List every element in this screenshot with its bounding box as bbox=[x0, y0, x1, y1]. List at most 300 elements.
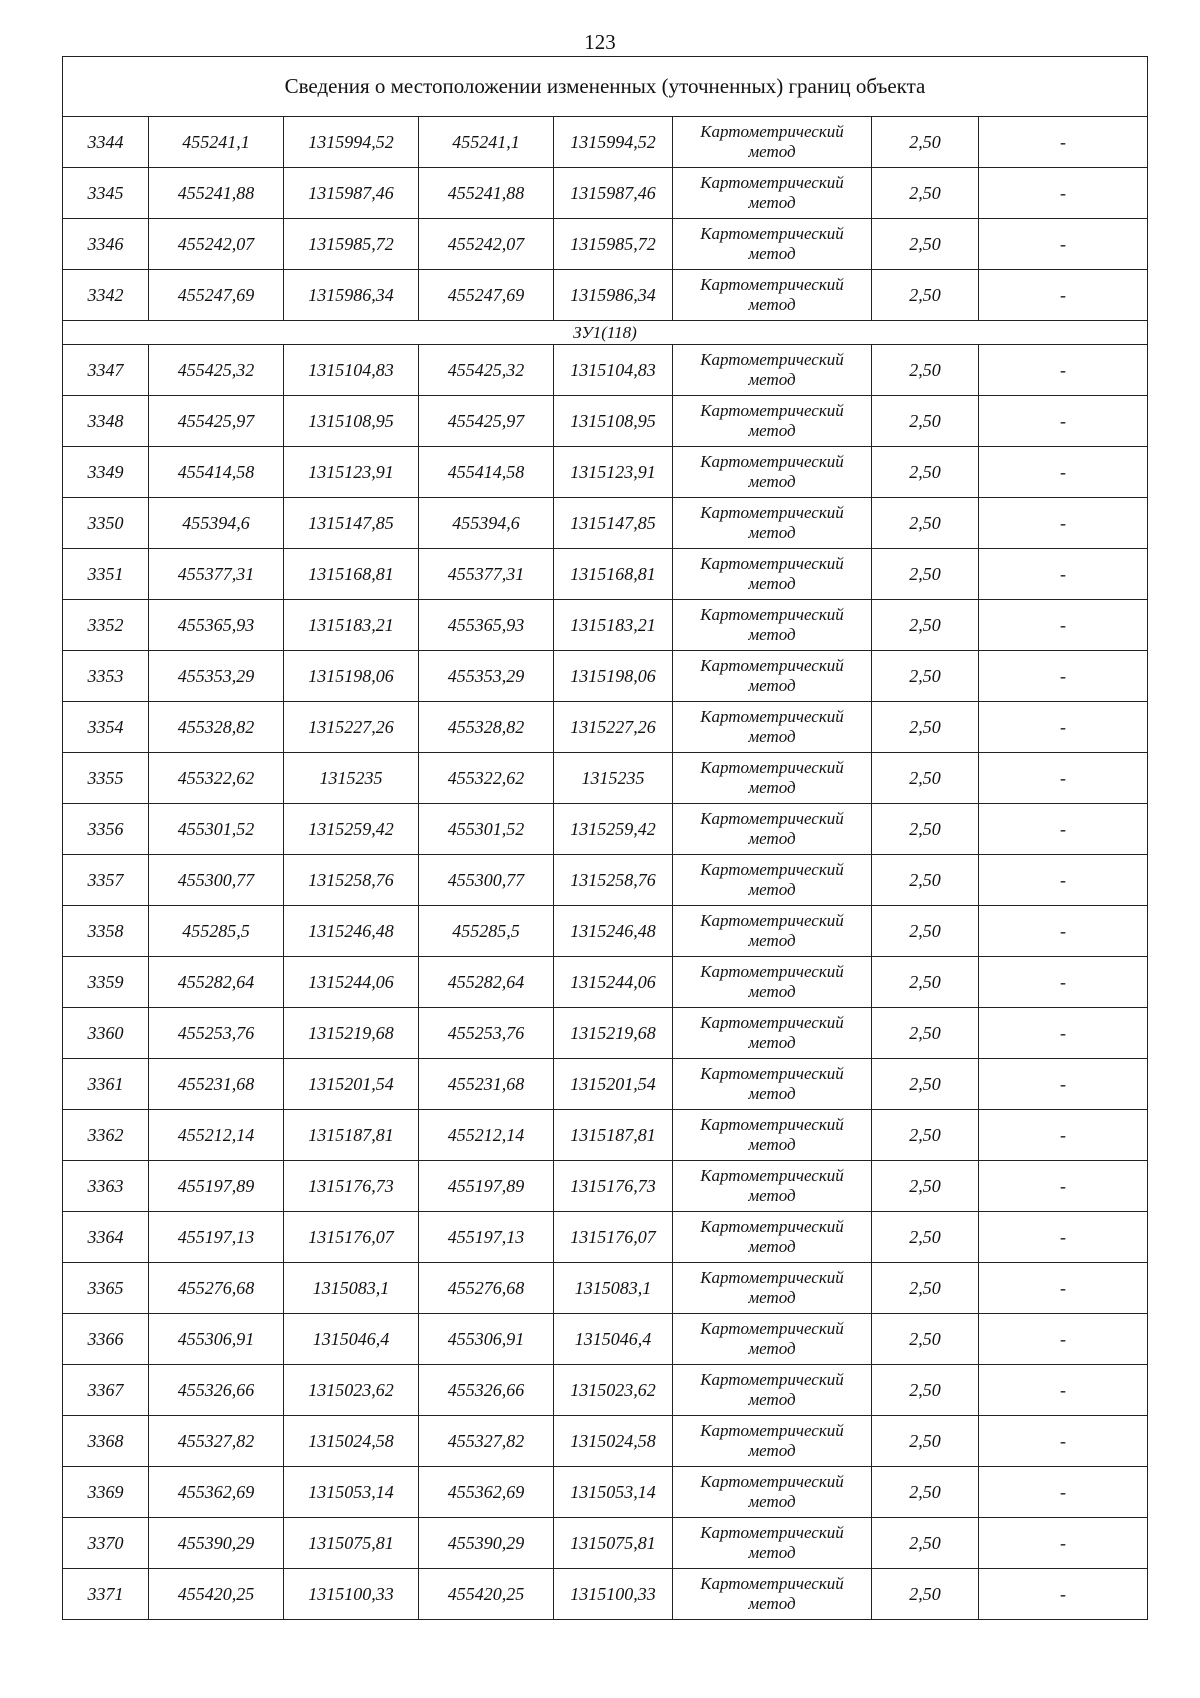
point-number-cell: 3362 bbox=[63, 1110, 149, 1161]
method-cell bbox=[673, 1569, 872, 1620]
table-row bbox=[63, 1365, 1148, 1416]
note-cell: - bbox=[979, 855, 1148, 906]
x-existing-cell: 455420,25 bbox=[149, 1569, 284, 1620]
method-cell bbox=[673, 753, 872, 804]
x-existing-cell: 455322,62 bbox=[149, 753, 284, 804]
method-cell bbox=[673, 219, 872, 270]
method-line-2: метод bbox=[748, 574, 796, 593]
table-row bbox=[63, 957, 1148, 1008]
method-line-2: метод bbox=[748, 931, 796, 950]
note-cell: - bbox=[979, 345, 1148, 396]
method-cell bbox=[673, 651, 872, 702]
y-existing-cell: 1315168,81 bbox=[284, 549, 419, 600]
method-line-2: метод bbox=[748, 880, 796, 899]
method-line-2: метод bbox=[748, 1441, 796, 1460]
note-cell: - bbox=[979, 753, 1148, 804]
method-cell bbox=[673, 168, 872, 219]
method-cell bbox=[673, 906, 872, 957]
method-line-1: Картометрический bbox=[700, 1370, 844, 1389]
point-number-cell: 3357 bbox=[63, 855, 149, 906]
table-row bbox=[63, 1059, 1148, 1110]
method-line-2: метод bbox=[748, 1237, 796, 1256]
method-cell bbox=[673, 1314, 872, 1365]
note-cell: - bbox=[979, 651, 1148, 702]
table-row bbox=[63, 117, 1148, 168]
method-line-1: Картометрический bbox=[700, 809, 844, 828]
y-refined-cell: 1315244,06 bbox=[554, 957, 673, 1008]
method-cell bbox=[673, 270, 872, 321]
y-existing-cell: 1315075,81 bbox=[284, 1518, 419, 1569]
x-refined-cell: 455425,32 bbox=[419, 345, 554, 396]
x-refined-cell: 455353,29 bbox=[419, 651, 554, 702]
method-line-2: метод bbox=[748, 982, 796, 1001]
table-row bbox=[63, 1110, 1148, 1161]
x-existing-cell: 455241,1 bbox=[149, 117, 284, 168]
y-existing-cell: 1315176,73 bbox=[284, 1161, 419, 1212]
method-line-1: Картометрический bbox=[700, 1472, 844, 1491]
table-row bbox=[63, 1212, 1148, 1263]
table-row bbox=[63, 1161, 1148, 1212]
y-refined-cell: 1315994,52 bbox=[554, 117, 673, 168]
y-refined-cell: 1315198,06 bbox=[554, 651, 673, 702]
y-existing-cell: 1315053,14 bbox=[284, 1467, 419, 1518]
y-existing-cell: 1315246,48 bbox=[284, 906, 419, 957]
point-number-cell: 3367 bbox=[63, 1365, 149, 1416]
method-line-2: метод bbox=[748, 421, 796, 440]
y-existing-cell: 1315235 bbox=[284, 753, 419, 804]
y-existing-cell: 1315123,91 bbox=[284, 447, 419, 498]
point-number-cell: 3350 bbox=[63, 498, 149, 549]
y-refined-cell: 1315227,26 bbox=[554, 702, 673, 753]
x-refined-cell: 455306,91 bbox=[419, 1314, 554, 1365]
method-line-1: Картометрический bbox=[700, 275, 844, 294]
method-line-2: метод bbox=[748, 1186, 796, 1205]
precision-cell: 2,50 bbox=[872, 1416, 979, 1467]
point-number-cell: 3354 bbox=[63, 702, 149, 753]
x-existing-cell: 455326,66 bbox=[149, 1365, 284, 1416]
method-line-1: Картометрический bbox=[700, 758, 844, 777]
y-refined-cell: 1315147,85 bbox=[554, 498, 673, 549]
method-line-1: Картометрический bbox=[700, 224, 844, 243]
y-existing-cell: 1315259,42 bbox=[284, 804, 419, 855]
x-existing-cell: 455231,68 bbox=[149, 1059, 284, 1110]
y-refined-cell: 1315219,68 bbox=[554, 1008, 673, 1059]
method-line-1: Картометрический bbox=[700, 1574, 844, 1593]
precision-cell: 2,50 bbox=[872, 1008, 979, 1059]
x-refined-cell: 455301,52 bbox=[419, 804, 554, 855]
y-existing-cell: 1315244,06 bbox=[284, 957, 419, 1008]
precision-cell: 2,50 bbox=[872, 345, 979, 396]
point-number-cell: 3345 bbox=[63, 168, 149, 219]
y-existing-cell: 1315100,33 bbox=[284, 1569, 419, 1620]
precision-cell: 2,50 bbox=[872, 1212, 979, 1263]
section-row bbox=[63, 321, 1148, 345]
point-number-cell: 3344 bbox=[63, 117, 149, 168]
x-existing-cell: 455425,97 bbox=[149, 396, 284, 447]
x-existing-cell: 455365,93 bbox=[149, 600, 284, 651]
point-number-cell: 3347 bbox=[63, 345, 149, 396]
method-cell bbox=[673, 702, 872, 753]
method-cell bbox=[673, 1008, 872, 1059]
precision-cell: 2,50 bbox=[872, 1518, 979, 1569]
point-number-cell: 3352 bbox=[63, 600, 149, 651]
y-existing-cell: 1315024,58 bbox=[284, 1416, 419, 1467]
x-refined-cell: 455231,68 bbox=[419, 1059, 554, 1110]
method-line-2: метод bbox=[748, 472, 796, 491]
note-cell: - bbox=[979, 117, 1148, 168]
x-refined-cell: 455394,6 bbox=[419, 498, 554, 549]
y-refined-cell: 1315259,42 bbox=[554, 804, 673, 855]
precision-cell: 2,50 bbox=[872, 855, 979, 906]
table-row bbox=[63, 168, 1148, 219]
point-number-cell: 3368 bbox=[63, 1416, 149, 1467]
y-existing-cell: 1315083,1 bbox=[284, 1263, 419, 1314]
method-line-1: Картометрический bbox=[700, 554, 844, 573]
note-cell: - bbox=[979, 549, 1148, 600]
y-refined-cell: 1315986,34 bbox=[554, 270, 673, 321]
table-row bbox=[63, 498, 1148, 549]
method-line-2: метод bbox=[748, 1492, 796, 1511]
precision-cell: 2,50 bbox=[872, 1110, 979, 1161]
point-number-cell: 3360 bbox=[63, 1008, 149, 1059]
y-refined-cell: 1315024,58 bbox=[554, 1416, 673, 1467]
point-number-cell: 3371 bbox=[63, 1569, 149, 1620]
method-line-1: Картометрический bbox=[700, 1115, 844, 1134]
y-refined-cell: 1315046,4 bbox=[554, 1314, 673, 1365]
x-refined-cell: 455197,89 bbox=[419, 1161, 554, 1212]
point-number-cell: 3342 bbox=[63, 270, 149, 321]
x-existing-cell: 455377,31 bbox=[149, 549, 284, 600]
method-cell bbox=[673, 855, 872, 906]
table-row bbox=[63, 702, 1148, 753]
point-number-cell: 3351 bbox=[63, 549, 149, 600]
table-title: Сведения о местоположении измененных (уточненных) границ объекта bbox=[63, 57, 1148, 117]
precision-cell: 2,50 bbox=[872, 117, 979, 168]
method-line-1: Картометрический bbox=[700, 122, 844, 141]
point-number-cell: 3348 bbox=[63, 396, 149, 447]
y-refined-cell: 1315100,33 bbox=[554, 1569, 673, 1620]
table-row bbox=[63, 1569, 1148, 1620]
method-cell bbox=[673, 117, 872, 168]
point-number-cell: 3369 bbox=[63, 1467, 149, 1518]
precision-cell: 2,50 bbox=[872, 1263, 979, 1314]
boundary-coordinates-table bbox=[62, 56, 1148, 1620]
y-existing-cell: 1315023,62 bbox=[284, 1365, 419, 1416]
method-line-1: Картометрический bbox=[700, 860, 844, 879]
x-existing-cell: 455300,77 bbox=[149, 855, 284, 906]
x-refined-cell: 455328,82 bbox=[419, 702, 554, 753]
y-refined-cell: 1315985,72 bbox=[554, 219, 673, 270]
point-number-cell: 3353 bbox=[63, 651, 149, 702]
method-line-1: Картометрический bbox=[700, 656, 844, 675]
y-existing-cell: 1315201,54 bbox=[284, 1059, 419, 1110]
y-refined-cell: 1315176,07 bbox=[554, 1212, 673, 1263]
x-existing-cell: 455390,29 bbox=[149, 1518, 284, 1569]
table-row bbox=[63, 753, 1148, 804]
precision-cell: 2,50 bbox=[872, 906, 979, 957]
table-row bbox=[63, 600, 1148, 651]
x-existing-cell: 455282,64 bbox=[149, 957, 284, 1008]
table-row bbox=[63, 651, 1148, 702]
table-row bbox=[63, 855, 1148, 906]
y-refined-cell: 1315176,73 bbox=[554, 1161, 673, 1212]
note-cell: - bbox=[979, 1314, 1148, 1365]
method-cell bbox=[673, 957, 872, 1008]
method-line-2: метод bbox=[748, 727, 796, 746]
precision-cell: 2,50 bbox=[872, 600, 979, 651]
note-cell: - bbox=[979, 600, 1148, 651]
x-refined-cell: 455420,25 bbox=[419, 1569, 554, 1620]
x-refined-cell: 455322,62 bbox=[419, 753, 554, 804]
precision-cell: 2,50 bbox=[872, 270, 979, 321]
method-line-2: метод bbox=[748, 778, 796, 797]
method-line-1: Картометрический bbox=[700, 1268, 844, 1287]
x-refined-cell: 455414,58 bbox=[419, 447, 554, 498]
note-cell: - bbox=[979, 1161, 1148, 1212]
y-refined-cell: 1315104,83 bbox=[554, 345, 673, 396]
precision-cell: 2,50 bbox=[872, 168, 979, 219]
method-line-1: Картометрический bbox=[700, 1217, 844, 1236]
x-refined-cell: 455247,69 bbox=[419, 270, 554, 321]
x-refined-cell: 455276,68 bbox=[419, 1263, 554, 1314]
x-refined-cell: 455300,77 bbox=[419, 855, 554, 906]
y-existing-cell: 1315198,06 bbox=[284, 651, 419, 702]
method-line-1: Картометрический bbox=[700, 173, 844, 192]
table-row bbox=[63, 906, 1148, 957]
table-row bbox=[63, 447, 1148, 498]
method-line-2: метод bbox=[748, 625, 796, 644]
point-number-cell: 3358 bbox=[63, 906, 149, 957]
method-cell bbox=[673, 498, 872, 549]
method-line-1: Картометрический bbox=[700, 1421, 844, 1440]
y-refined-cell: 1315187,81 bbox=[554, 1110, 673, 1161]
x-existing-cell: 455247,69 bbox=[149, 270, 284, 321]
x-existing-cell: 455285,5 bbox=[149, 906, 284, 957]
note-cell: - bbox=[979, 270, 1148, 321]
point-number-cell: 3356 bbox=[63, 804, 149, 855]
method-cell bbox=[673, 1059, 872, 1110]
precision-cell: 2,50 bbox=[872, 396, 979, 447]
precision-cell: 2,50 bbox=[872, 1467, 979, 1518]
x-existing-cell: 455414,58 bbox=[149, 447, 284, 498]
method-cell bbox=[673, 1110, 872, 1161]
method-line-1: Картометрический bbox=[700, 1166, 844, 1185]
method-line-1: Картометрический bbox=[700, 503, 844, 522]
precision-cell: 2,50 bbox=[872, 447, 979, 498]
method-cell bbox=[673, 1467, 872, 1518]
y-existing-cell: 1315176,07 bbox=[284, 1212, 419, 1263]
method-line-1: Картометрический bbox=[700, 452, 844, 471]
method-cell bbox=[673, 1263, 872, 1314]
x-existing-cell: 455327,82 bbox=[149, 1416, 284, 1467]
x-existing-cell: 455425,32 bbox=[149, 345, 284, 396]
x-refined-cell: 455282,64 bbox=[419, 957, 554, 1008]
x-existing-cell: 455328,82 bbox=[149, 702, 284, 753]
y-refined-cell: 1315235 bbox=[554, 753, 673, 804]
precision-cell: 2,50 bbox=[872, 1161, 979, 1212]
method-line-1: Картометрический bbox=[700, 911, 844, 930]
x-existing-cell: 455242,07 bbox=[149, 219, 284, 270]
x-existing-cell: 455241,88 bbox=[149, 168, 284, 219]
y-refined-cell: 1315053,14 bbox=[554, 1467, 673, 1518]
method-line-2: метод bbox=[748, 523, 796, 542]
note-cell: - bbox=[979, 1416, 1148, 1467]
method-line-2: метод bbox=[748, 1594, 796, 1613]
note-cell: - bbox=[979, 1467, 1148, 1518]
method-line-2: метод bbox=[748, 1288, 796, 1307]
x-existing-cell: 455276,68 bbox=[149, 1263, 284, 1314]
y-refined-cell: 1315123,91 bbox=[554, 447, 673, 498]
method-line-1: Картометрический bbox=[700, 350, 844, 369]
note-cell: - bbox=[979, 702, 1148, 753]
point-number-cell: 3346 bbox=[63, 219, 149, 270]
table-row bbox=[63, 804, 1148, 855]
y-existing-cell: 1315258,76 bbox=[284, 855, 419, 906]
x-refined-cell: 455212,14 bbox=[419, 1110, 554, 1161]
note-cell: - bbox=[979, 1212, 1148, 1263]
note-cell: - bbox=[979, 498, 1148, 549]
method-cell bbox=[673, 1416, 872, 1467]
page-number: 123 bbox=[584, 30, 616, 54]
method-line-2: метод bbox=[748, 142, 796, 161]
method-cell bbox=[673, 600, 872, 651]
method-cell bbox=[673, 804, 872, 855]
method-cell bbox=[673, 1212, 872, 1263]
method-line-1: Картометрический bbox=[700, 605, 844, 624]
y-refined-cell: 1315023,62 bbox=[554, 1365, 673, 1416]
y-refined-cell: 1315201,54 bbox=[554, 1059, 673, 1110]
precision-cell: 2,50 bbox=[872, 1314, 979, 1365]
precision-cell: 2,50 bbox=[872, 651, 979, 702]
method-line-2: метод bbox=[748, 1390, 796, 1409]
point-number-cell: 3359 bbox=[63, 957, 149, 1008]
x-refined-cell: 455285,5 bbox=[419, 906, 554, 957]
method-line-2: метод bbox=[748, 295, 796, 314]
precision-cell: 2,50 bbox=[872, 219, 979, 270]
point-number-cell: 3366 bbox=[63, 1314, 149, 1365]
y-refined-cell: 1315083,1 bbox=[554, 1263, 673, 1314]
method-line-2: метод bbox=[748, 829, 796, 848]
note-cell: - bbox=[979, 1518, 1148, 1569]
x-existing-cell: 455197,89 bbox=[149, 1161, 284, 1212]
x-existing-cell: 455306,91 bbox=[149, 1314, 284, 1365]
table-row bbox=[63, 219, 1148, 270]
note-cell: - bbox=[979, 1569, 1148, 1620]
x-existing-cell: 455353,29 bbox=[149, 651, 284, 702]
y-refined-cell: 1315168,81 bbox=[554, 549, 673, 600]
x-existing-cell: 455212,14 bbox=[149, 1110, 284, 1161]
precision-cell: 2,50 bbox=[872, 1365, 979, 1416]
x-existing-cell: 455301,52 bbox=[149, 804, 284, 855]
x-refined-cell: 455242,07 bbox=[419, 219, 554, 270]
x-refined-cell: 455197,13 bbox=[419, 1212, 554, 1263]
method-line-2: метод bbox=[748, 1543, 796, 1562]
precision-cell: 2,50 bbox=[872, 702, 979, 753]
table-row bbox=[63, 1314, 1148, 1365]
note-cell: - bbox=[979, 1263, 1148, 1314]
y-existing-cell: 1315985,72 bbox=[284, 219, 419, 270]
method-line-1: Картометрический bbox=[700, 707, 844, 726]
x-existing-cell: 455197,13 bbox=[149, 1212, 284, 1263]
point-number-cell: 3365 bbox=[63, 1263, 149, 1314]
y-existing-cell: 1315987,46 bbox=[284, 168, 419, 219]
method-line-2: метод bbox=[748, 1135, 796, 1154]
point-number-cell: 3355 bbox=[63, 753, 149, 804]
method-line-2: метод bbox=[748, 244, 796, 263]
precision-cell: 2,50 bbox=[872, 957, 979, 1008]
method-cell bbox=[673, 396, 872, 447]
precision-cell: 2,50 bbox=[872, 753, 979, 804]
method-line-2: метод bbox=[748, 1084, 796, 1103]
table-row bbox=[63, 1518, 1148, 1569]
table-row bbox=[63, 270, 1148, 321]
method-line-2: метод bbox=[748, 1033, 796, 1052]
precision-cell: 2,50 bbox=[872, 804, 979, 855]
y-refined-cell: 1315108,95 bbox=[554, 396, 673, 447]
x-existing-cell: 455362,69 bbox=[149, 1467, 284, 1518]
y-refined-cell: 1315183,21 bbox=[554, 600, 673, 651]
precision-cell: 2,50 bbox=[872, 1059, 979, 1110]
method-line-2: метод bbox=[748, 1339, 796, 1358]
note-cell: - bbox=[979, 957, 1148, 1008]
table-row bbox=[63, 1467, 1148, 1518]
y-existing-cell: 1315219,68 bbox=[284, 1008, 419, 1059]
x-refined-cell: 455241,1 bbox=[419, 117, 554, 168]
method-line-1: Картометрический bbox=[700, 962, 844, 981]
table-row bbox=[63, 1008, 1148, 1059]
note-cell: - bbox=[979, 1365, 1148, 1416]
note-cell: - bbox=[979, 168, 1148, 219]
note-cell: - bbox=[979, 1008, 1148, 1059]
note-cell: - bbox=[979, 804, 1148, 855]
point-number-cell: 3364 bbox=[63, 1212, 149, 1263]
point-number-cell: 3363 bbox=[63, 1161, 149, 1212]
x-refined-cell: 455365,93 bbox=[419, 600, 554, 651]
method-line-1: Картометрический bbox=[700, 1319, 844, 1338]
point-number-cell: 3361 bbox=[63, 1059, 149, 1110]
method-line-1: Картометрический bbox=[700, 1523, 844, 1542]
y-existing-cell: 1315147,85 bbox=[284, 498, 419, 549]
y-existing-cell: 1315227,26 bbox=[284, 702, 419, 753]
x-refined-cell: 455327,82 bbox=[419, 1416, 554, 1467]
note-cell: - bbox=[979, 906, 1148, 957]
method-cell bbox=[673, 1365, 872, 1416]
precision-cell: 2,50 bbox=[872, 1569, 979, 1620]
y-refined-cell: 1315246,48 bbox=[554, 906, 673, 957]
table-row bbox=[63, 549, 1148, 600]
note-cell: - bbox=[979, 396, 1148, 447]
method-line-1: Картометрический bbox=[700, 1064, 844, 1083]
x-refined-cell: 455241,88 bbox=[419, 168, 554, 219]
precision-cell: 2,50 bbox=[872, 549, 979, 600]
note-cell: - bbox=[979, 1110, 1148, 1161]
x-refined-cell: 455362,69 bbox=[419, 1467, 554, 1518]
method-line-1: Картометрический bbox=[700, 401, 844, 420]
table-row bbox=[63, 345, 1148, 396]
method-cell bbox=[673, 447, 872, 498]
y-existing-cell: 1315183,21 bbox=[284, 600, 419, 651]
y-existing-cell: 1315108,95 bbox=[284, 396, 419, 447]
x-existing-cell: 455394,6 bbox=[149, 498, 284, 549]
method-line-2: метод bbox=[748, 676, 796, 695]
y-existing-cell: 1315994,52 bbox=[284, 117, 419, 168]
method-cell bbox=[673, 345, 872, 396]
table-row bbox=[63, 396, 1148, 447]
y-refined-cell: 1315987,46 bbox=[554, 168, 673, 219]
method-line-2: метод bbox=[748, 370, 796, 389]
method-cell bbox=[673, 1518, 872, 1569]
y-existing-cell: 1315187,81 bbox=[284, 1110, 419, 1161]
